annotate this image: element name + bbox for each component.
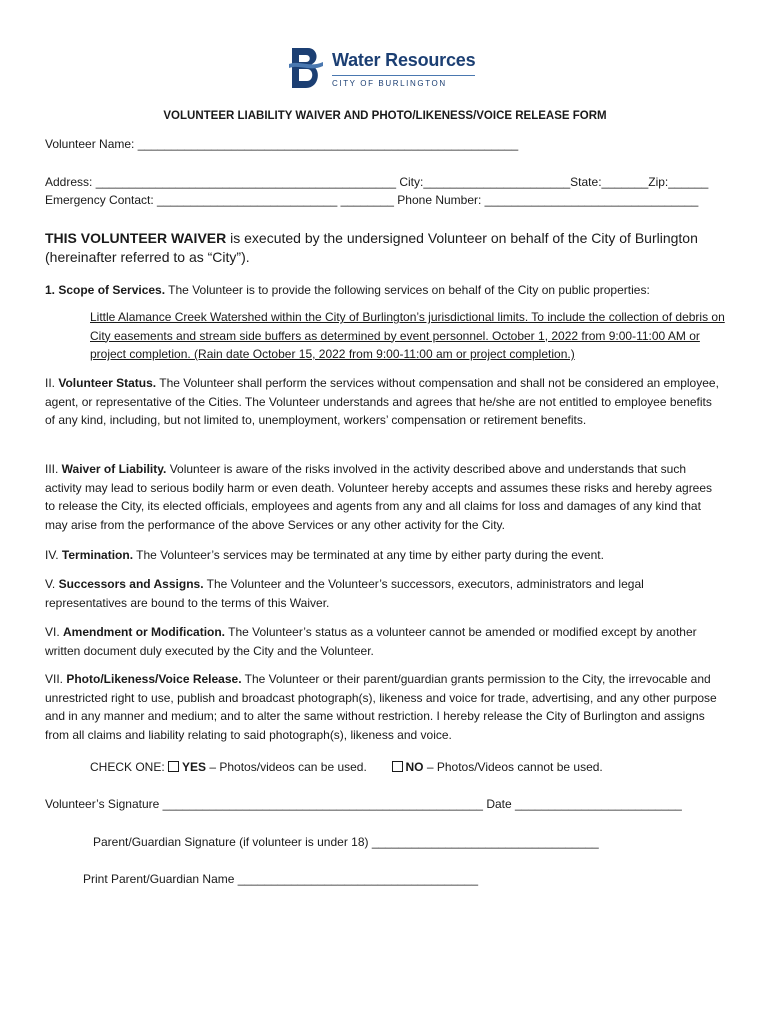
check-one-row: [90, 760, 603, 775]
amendment-text: The Volunteer’s status as a volunteer cannot be amended or modified except by another written document duly executed by the City and the Volunteer.: [45, 625, 697, 658]
waiver-of-liability-section: [45, 460, 725, 534]
volunteer-name-field[interactable]: Volunteer Name: _________________________________________________________: [45, 137, 519, 151]
amendment-section: [45, 623, 725, 660]
form-title: VOLUNTEER LIABILITY WAIVER AND PHOTO/LIKENESS/VOICE RELEASE FORM: [163, 110, 607, 122]
successors-text: The Volunteer and the Volunteer’s successors, executors, administrators and legal representatives are bound to the terms of this Waiver.: [45, 577, 644, 610]
no-text: – Photos/Videos cannot be used.: [423, 760, 603, 774]
photo-number: VII.: [45, 672, 67, 686]
status-heading: Volunteer Status.: [58, 376, 157, 390]
check-one-label: CHECK ONE:: [90, 760, 169, 774]
emergency-contact-field-line[interactable]: Emergency Contact: ___________________________ ________ Phone Number: ________________________________: [45, 193, 699, 207]
photo-text: The Volunteer or their parent/guardian grants permission to the City, the irrevocable and unrestricted right to use, publish and broadcast photograph(s), likeness and voice for trade, advertising, and any other purpose and in any manner and medium; and to alter the same without restriction. I hereby release the City of Burlington and assigns from all claims and liability relating to said photograph(s), likeness and voice.: [45, 672, 717, 742]
intro-paragraph: [45, 229, 725, 267]
water-resources-logo: [288, 44, 475, 92]
intro-text: is executed by the undersigned Volunteer on behalf of the City of Burlington (hereinafter referred to as “City”).: [45, 230, 698, 265]
termination-number: IV.: [45, 548, 62, 562]
waiver-number: III.: [45, 462, 62, 476]
volunteer-signature-line[interactable]: Volunteer’s Signature ________________________________________________ Date _________________________: [45, 797, 682, 811]
logo-text: [332, 50, 475, 89]
amendment-heading: Amendment or Modification.: [63, 625, 226, 639]
successors-number: V.: [45, 577, 59, 591]
waiver-text: Volunteer is aware of the risks involved in the activity described above and understands that such activity may lead to serious bodily harm or even death. Volunteer hereby accepts and assumes these risks and hereby agrees to release the City, its elected officials, employees and agents from any and all claims for loss and damages of any kind that may arise from the performance of the above Services or any other activity for the City.: [45, 462, 713, 532]
parent-signature-line[interactable]: Parent/Guardian Signature (if volunteer is under 18) __________________________________: [93, 835, 599, 849]
termination-text: The Volunteer’s services may be terminated at any time by either party during the event.: [133, 548, 604, 562]
no-label: NO: [405, 760, 424, 774]
logo-title: Water Resources: [332, 50, 476, 70]
scope-heading: 1. Scope of Services.: [45, 283, 166, 297]
address-field-line[interactable]: Address: _____________________________________________ City:______________________State:_______Zip:______: [45, 175, 709, 189]
city-of-burlington-b-logo-icon: [288, 44, 324, 92]
volunteer-status-section: [45, 374, 725, 430]
termination-section: [45, 546, 725, 565]
scope-of-services: [45, 283, 650, 298]
yes-text: – Photos/videos can be used.: [206, 760, 367, 774]
successors-heading: Successors and Assigns.: [58, 577, 204, 591]
termination-heading: Termination.: [61, 548, 134, 562]
amendment-number: VI.: [45, 625, 64, 639]
scope-text: The Volunteer is to provide the following services on behalf of the City on public properties:: [165, 283, 650, 297]
status-number: II.: [45, 376, 59, 390]
waiver-heading: Waiver of Liability.: [61, 462, 167, 476]
scope-detail: Little Alamance Creek Watershed within the City of Burlington’s jurisdictional limits. To include the collection of debris on City easements and stream side buffers as determined by event personnel. October 1, 2022 from 9:00-11:00 AM or project completion. (Rain date October 15, 2022 from 9:00-11:00 am or project completion.): [90, 310, 725, 361]
photo-release-section: [45, 670, 725, 744]
intro-bold: THIS VOLUNTEER WAIVER: [45, 230, 227, 246]
successors-section: [45, 575, 725, 612]
photo-heading: Photo/Likeness/Voice Release.: [66, 672, 242, 686]
no-checkbox[interactable]: [392, 761, 403, 772]
yes-label: YES: [182, 760, 207, 774]
status-text: The Volunteer shall perform the services without compensation and shall not be considered an employee, agent, or representative of the Cities. The Volunteer understands and agrees that he/she are not entitled to employee benefits of any kind, including, but not limited to, unemployment, workers’ compensation or retirement benefits.: [45, 376, 719, 427]
logo-subtitle: CITY OF BURLINGTON: [332, 75, 475, 89]
print-parent-name-line[interactable]: Print Parent/Guardian Name ____________________________________: [83, 872, 478, 886]
yes-checkbox[interactable]: [168, 761, 179, 772]
